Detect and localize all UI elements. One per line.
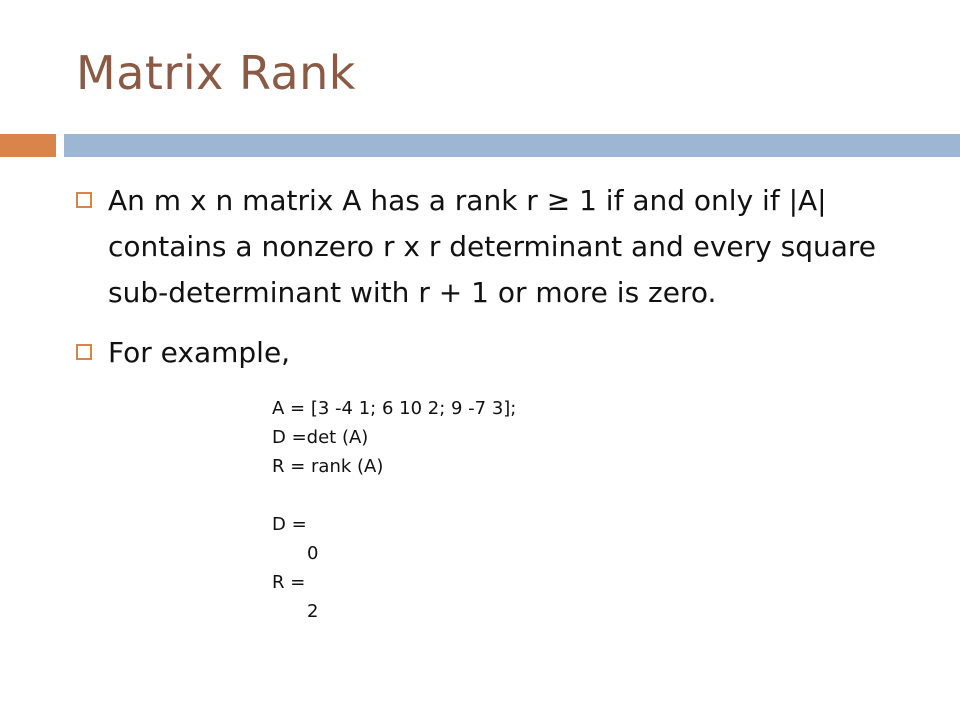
bullet-list bbox=[68, 178, 928, 390]
code-output-value: 0 bbox=[307, 543, 319, 564]
square-bullet-icon bbox=[76, 344, 92, 360]
code-line: R = rank (A) bbox=[272, 456, 384, 477]
bullet-item bbox=[68, 330, 928, 376]
square-bullet-icon bbox=[76, 192, 92, 208]
code-example bbox=[272, 394, 516, 626]
slide-title: Matrix Rank bbox=[76, 46, 356, 100]
code-line: D = bbox=[272, 514, 307, 535]
code-line-blank bbox=[272, 481, 516, 510]
title-accent-bar-blue bbox=[64, 134, 960, 157]
code-output-value: 2 bbox=[307, 601, 319, 622]
bullet-text: For example, bbox=[108, 336, 291, 369]
title-accent-bar-orange bbox=[0, 134, 56, 157]
code-line: A = [3 -4 1; 6 10 2; 9 -7 3]; bbox=[272, 398, 517, 419]
code-line: R = bbox=[272, 572, 306, 593]
code-line: D =det (A) bbox=[272, 427, 369, 448]
bullet-text: An m x n matrix A has a rank r ≥ 1 if and only if |A| contains a nonzero r x r determinant and every square sub-determinant with r + 1 or more is zero. bbox=[108, 184, 877, 309]
bullet-item bbox=[68, 178, 928, 316]
